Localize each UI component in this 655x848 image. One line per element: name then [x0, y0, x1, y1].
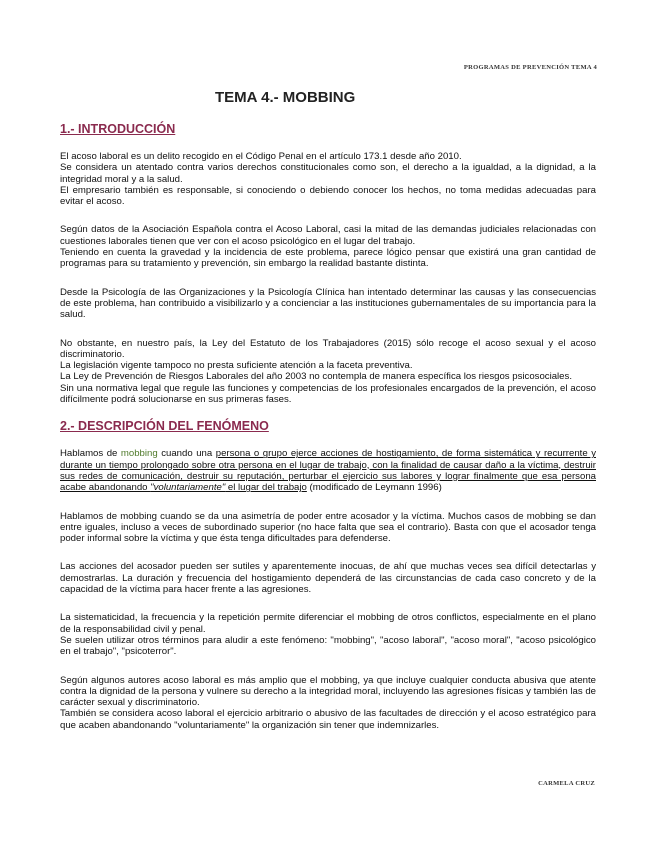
definition-citation: (modificado de Leymann 1996) [306, 482, 442, 494]
paragraph-line: Según algunos autores acoso laboral es más amplio que el mobbing, ya que incluye cualquier conducta abusiva que atente contra la dignidad de la persona y vulnere su derecho a la integridad moral, incluyendo las agresiones físicas y también las de carácter sexual y discriminatorio. [60, 674, 596, 709]
definition-mid: cuando una [157, 448, 216, 460]
paragraph-line: Las acciones del acosador pueden ser sutiles y aparentemente inocuas, de ahí que muchas veces sea difícil detectarlas y demostrarlas. La duración y frecuencia del hostigamiento dependerá de las circunstancias de cada caso concreto y de la capacidad de la víctima para hacer frente a las agresiones. [60, 561, 596, 596]
paragraph-line: No obstante, en nuestro país, la Ley del Estatuto de los Trabajadores (2015) sólo recoge el acoso sexual y el acoso discriminatorio. [60, 337, 596, 360]
author-footer: CARMELA CRUZ [538, 780, 595, 787]
paragraph-intro-4 [60, 338, 596, 406]
paragraph-line: Se considera un atentado contra varios derechos constitucionales como son, el derecho a la igualdad, a la dignidad, a la integridad moral y a la salud. [60, 162, 596, 185]
paragraph-line: Sin una normativa legal que regule las funciones y competencias de los profesionales encargados de la prevención, el acoso difícilmente podrá solucionarse en sus primeras fases. [60, 382, 596, 406]
definition-pre: Hablamos de [60, 448, 121, 460]
definition-italic: "voluntariamente" [150, 482, 226, 494]
paragraph-desc-2 [60, 511, 596, 545]
paragraph-intro-3 [60, 287, 596, 321]
keyword-mobbing: mobbing [120, 448, 158, 460]
paragraph-line: Desde la Psicología de las Organizaciones y la Psicología Clínica han intentado determinar las causas y las consecuencias de este problema, han contribuido a visibilizarlo y a concienciar a las instituciones gubernamentales de su importancia para la salud. [60, 286, 596, 321]
paragraph-line: También se considera acoso laboral el ejercicio arbitrario o abusivo de las facultades de dirección y el acoso estratégico para que acaben abandonando "voluntariamente" la organización sin tener que indemnizarles. [60, 708, 596, 731]
section-title-introduccion: 1.- INTRODUCCIÓN [60, 122, 176, 136]
paragraph-line: El empresario también es responsable, si conociendo o debiendo conocer los hechos, no toma medidas adecuadas para evitar el acoso. [60, 184, 596, 208]
paragraph-line: Según datos de la Asociación Española contra el Acoso Laboral, casi la mitad de las demandas judiciales relacionadas con cuestiones laborales tienen que ver con el acoso psicológico en el lugar del trabajo. [60, 224, 596, 247]
paragraph-line: La Ley de Prevención de Riesgos Laborales del año 2003 no contempla de manera específica los riesgos psicosociales. [60, 371, 572, 383]
section-title-descripcion: 2.- DESCRIPCIÓN DEL FENÓMENO [60, 419, 269, 434]
document-body [60, 122, 596, 748]
paragraph-line: Hablamos de mobbing cuando se da una asimetría de poder entre acosador y la víctima. Muchos casos de mobbing se dan entre iguales, incluso a veces de subordinado superior (no hace falta que sea el contrario). Basta con que el acosador tenga poder informal sobre la víctima y que ésta tenga dificultades para defenderse. [60, 510, 596, 545]
running-header: PROGRAMAS DE PREVENCIÓN TEMA 4 [463, 64, 597, 71]
definition-underlined: persona o grupo ejerce acciones de hostigamiento, de forma sistemática y recurrente y durante un tiempo prolongado sobre otra persona en el lugar de trabajo, con la finalidad de causar daño a la víctima, destruir sus redes de comunicación, destruir su reputación, perturbar el ejercicio sus labores y lograr finalmente que esa persona acabe abandonando [60, 448, 596, 494]
paragraph-line: La legislación vigente tampoco no presta suficiente atención a la faceta preventiva. [60, 360, 413, 372]
paragraph-line: La sistematicidad, la frecuencia y la repetición permite diferenciar el mobbing de otros conflictos, especialmente en el plano de la responsabilidad civil y penal. [60, 612, 596, 635]
paragraph-line: Teniendo en cuenta la gravedad y la incidencia de este problema, parece lógico pensar que existirá una gran cantidad de programas para su tratamiento y prevención, sin embargo la realidad bastante distinta. [60, 247, 596, 270]
page-title: TEMA 4.- MOBBING [215, 89, 356, 106]
paragraph-desc-5 [60, 675, 596, 731]
definition-underlined-end: el lugar del trabajo [225, 482, 307, 494]
paragraph-desc-3 [60, 561, 596, 595]
paragraph-definition [60, 448, 596, 493]
paragraph-line: El acoso laboral es un delito recogido en el Código Penal en el artículo 173.1 desde año 2010. [60, 151, 462, 162]
paragraph-desc-4 [60, 612, 596, 657]
definition-text [60, 448, 596, 493]
paragraph-intro-2 [60, 224, 596, 269]
paragraph-line: Se suelen utilizar otros términos para aludir a este fenómeno: "mobbing", "acoso laboral", "acoso moral", "acoso psicológico en el trabajo", "psicoterror". [60, 634, 596, 658]
paragraph-intro-1 [60, 151, 596, 207]
